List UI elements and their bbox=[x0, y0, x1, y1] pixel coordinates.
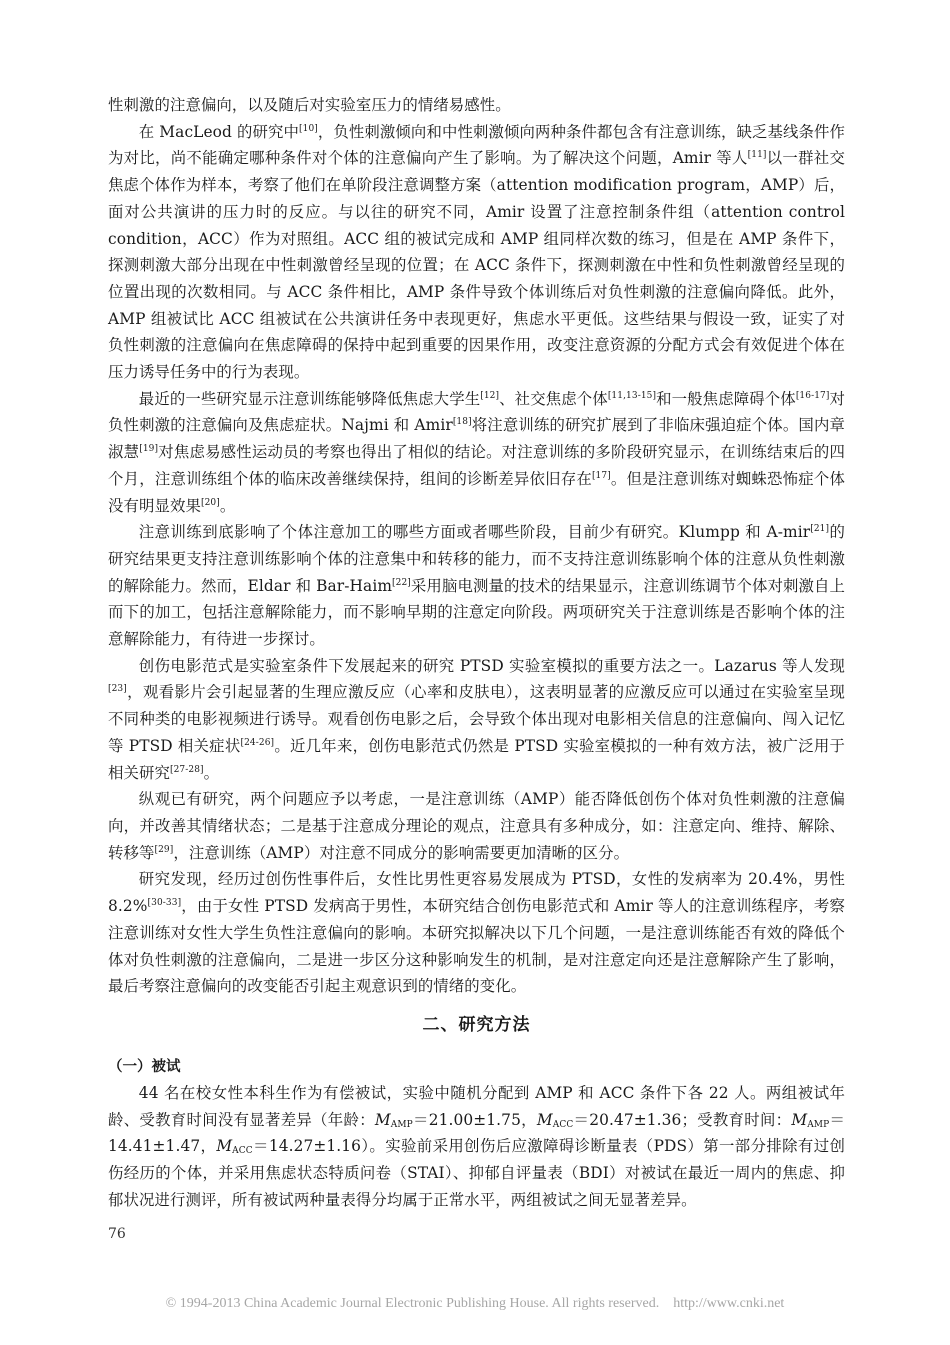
group-subscript: ACC bbox=[552, 1119, 574, 1130]
citation-ref: [21] bbox=[810, 524, 830, 535]
citation-ref: [19] bbox=[139, 444, 159, 455]
citation-ref: [16-17] bbox=[795, 390, 830, 401]
citation-ref: [18] bbox=[452, 417, 472, 428]
paragraph-trauma-film: 创伤电影范式是实验室条件下发展起来的研究 PTSD 实验室模拟的重要方法之一。Lazarus 等人发现[23]，观看影片会引起显著的生理应激反应（心率和皮肤电），这表明显著的应激反应可以通过在实验室呈现不同种类的电影视频进行诱导。观看创伤电影之后，会导致个体出现对电影相关信息的注意偏向、闯入记忆等 PTSD 相关症状[24-26]。近几年来，创伤电影范式仍然是 PTSD 实验室模拟的一种有效方法，被广泛用于相关研究[27-28]。 bbox=[108, 656, 845, 782]
citation-ref: [11,13-15] bbox=[607, 390, 657, 401]
citation-ref: [10] bbox=[299, 123, 318, 134]
citation-ref: [24-26] bbox=[240, 737, 275, 748]
group-subscript: AMP bbox=[807, 1119, 830, 1130]
citation-ref: [20] bbox=[200, 497, 220, 508]
citation-ref: [17] bbox=[591, 470, 611, 481]
mean-symbol: M bbox=[374, 1110, 391, 1129]
copyright-footer bbox=[0, 1296, 950, 1312]
group-subscript: AMP bbox=[390, 1119, 413, 1130]
article-body bbox=[108, 92, 845, 1213]
mean-symbol: M bbox=[536, 1110, 553, 1129]
citation-ref: [30-33] bbox=[147, 898, 182, 909]
copyright-text: © 1994-2013 China Academic Journal Electronic Publishing House. All rights reserved. bbox=[165, 1296, 660, 1311]
paragraph-overview: 纵观已有研究，两个问题应予以考虑，一是注意训练（AMP）能否降低创伤个体对负性刺激的注意偏向，并改善其情绪状态；二是基于注意成分理论的观点，注意具有多种成分，如：注意定向、维持、解除、转移等[29]，注意训练（AMP）对注意不同成分的影响需要更加清晰的区分。 bbox=[108, 790, 845, 862]
paragraph-research-aims: 研究发现，经历过创伤性事件后，女性比男性更容易发展成为 PTSD，女性的发病率为 20.4%，男性 8.2%[30-33]，由于女性 PTSD 发病高于男性，本研究结合创伤电影范式和 Amir 等人的注意训练程序，考察注意训练对女性大学生负性注意偏向的影响。本研究拟解决以下几个问题，一是注意训练能否有效的降低个体对负性刺激的注意偏向，二是进一步区分这种影响发生的机制，是对注意定向还是注意解除产生了影响，最后考察注意偏向的改变能否引起主观意识到的情绪的变化。 bbox=[108, 870, 845, 996]
citation-ref: [27-28] bbox=[169, 764, 204, 775]
paragraph-macleod: 在 MacLeod 的研究中[10]，负性刺激倾向和中性刺激倾向两种条件都包含有注意训练，缺乏基线条件作为对比，尚不能确定哪种条件对个体的注意偏向产生了影响。为了解决这个问题，Amir 等人[11]以一群社交焦虑个体作为样本，考察了他们在单阶段注意调整方案（attention modification program，AMP）后，面对公共演讲的压力时的反应。与以往的研究不同，Amir 设置了注意控制条件组（attention control condition，ACC）作为对照组。ACC 组的被试完成和 AMP 组同样次数的练习，但是在 AMP 条件下，探测刺激大部分出现在中性刺激曾经呈现的位置；在 ACC 条件下，探测刺激在中性和负性刺激曾经呈现的位置出现的次数相同。与 ACC 条件相比，AMP 条件导致个体训练后对负性刺激的注意偏向降低。此外，AMP 组被试比 ACC 组被试在公共演讲任务中表现更好，焦虑水平更低。这些结果与假设一致，证实了对负性刺激的注意偏向在焦虑障碍的保持中起到重要的因果作用，改变注意资源的分配方式会有效促进个体在压力诱导任务中的行为表现。 bbox=[108, 122, 846, 382]
paragraph-subjects: 44 名在校女性本科生作为有偿被试，实验中随机分配到 AMP 和 ACC 条件下各 22 人。两组被试年龄、受教育时间没有显著差异（年龄：$M_{AMP}=21.00\pm 1.75$，$M_{ACC}=20.47\pm 1.36$；受教育时间：$M_{AMP}=14.41\pm 1.47$，$M_{ACC}=14.27\pm 1.16$）。实验前采用创伤后应激障碍诊断量表（PDS）第一部分排除有过创伤经历的个体，并采用焦虑状态特质问卷（STAI）、抑郁自评量表（BDI）对被试在最近一周内的焦虑、抑郁状况进行测评，所有被试两种量表得分均属于正常水平，两组被试之间无显著差异。 bbox=[108, 1083, 845, 1209]
citation-ref: [22] bbox=[392, 577, 411, 588]
mean-symbol: M bbox=[216, 1137, 233, 1156]
citation-ref: [11] bbox=[747, 150, 767, 161]
group-subscript: ACC bbox=[232, 1146, 253, 1157]
paragraph-recent-studies: 最近的一些研究显示注意训练能够降低焦虑大学生[12]、社交焦虑个体[11,13-15]和一般焦虑障碍个体[16-17]对负性刺激的注意偏向及焦虑症状。Najmi 和 Amir[18]将注意训练的研究扩展到了非临床强迫症个体。国内章淑慧[19]对焦虑易感性运动员的考察也得出了相似的结论。对注意训练的多阶段研究显示，在训练结束后的四个月，注意训练组个体的临床改善继续保持，组间的诊断差异依旧存在[17]。但是注意训练对蜘蛛恐怖症个体没有明显效果[20]。 bbox=[108, 389, 846, 515]
footer-url[interactable]: http://www.cnki.net bbox=[673, 1296, 785, 1311]
section-title: 二、研究方法 bbox=[422, 1014, 531, 1035]
mean-symbol: M bbox=[791, 1110, 808, 1129]
page-number: 76 bbox=[108, 1226, 126, 1242]
citation-ref: [23] bbox=[108, 684, 127, 695]
citation-ref: [29] bbox=[154, 844, 174, 855]
subsection-title: （一）被试 bbox=[108, 1058, 181, 1075]
citation-ref: [12] bbox=[480, 390, 500, 401]
paragraph-continuation: 性刺激的注意偏向，以及随后对实验室压力的情绪易感性。 bbox=[108, 96, 511, 114]
paragraph-attention-stages: 注意训练到底影响了个体注意加工的哪些方面或者哪些阶段，目前少有研究。Klumpp 和 A-mir[21]的研究结果更支持注意训练影响个体的注意集中和转移的能力，而不支持注意训练影响个体的注意从负性刺激的解除能力。然而，Eldar 和 Bar-Haim[22]采用脑电测量的技术的结果显示，注意训练调节个体对刺激自上而下的加工，包括注意解除能力，而不影响早期的注意定向阶段。两项研究关于注意训练是否影响个体的注意解除能力，有待进一步探讨。 bbox=[108, 523, 845, 649]
